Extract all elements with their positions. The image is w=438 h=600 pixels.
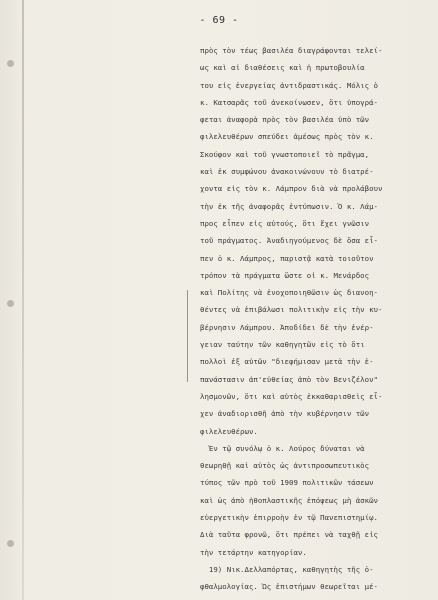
- text-line: προς εἶπεν εἰς αὐτούς, ὅτι ἔχει γνῶσιν: [200, 218, 370, 228]
- margin-marker-line: [187, 290, 188, 382]
- text-line: θεωρηθῇ καὶ αὐτὸς ὡς ἀντιπροσωπευτικὸς: [200, 461, 370, 471]
- text-line: τὴν τετάρτην κατηγορίαν.: [200, 547, 307, 557]
- text-line: τὴν ἐκ τῆς ἀναφορᾶς ἐντύπωσιν. Ὁ κ. Λάμ-: [200, 201, 378, 211]
- text-line: φθαλμολογίας. Ὡς ἐπιστήμων θεωρεῖται μέ-: [200, 582, 378, 592]
- text-line: βέρνησιν Λάμπρου. Ἀποδίδει δὲ τὴν ἐνέρ-: [200, 322, 374, 332]
- text-line: τρόπον τὰ πράγματα ὥστε οἱ κ. Μενάρδος: [200, 270, 370, 280]
- text-line: πολλοὶ ἐξ αὐτῶν "διεφήμισαν μετὰ τὴν ἐ-: [200, 357, 374, 367]
- text-line: καὶ ὡς ἀπὸ ἡθοπλαστικῆς ἐπόψεως μὴ ἀσκῶν: [200, 495, 378, 505]
- text-line: ως καὶ αἱ διαθέσεις καὶ ἡ πρωτοβουλία: [200, 63, 365, 73]
- text-line: του εἰς ἐνεργείας ἀντιδραστικάς. Μόλις ὁ: [200, 80, 378, 90]
- text-line: θέντες νὰ ἐπιβάλωσι πολιτικὴν εἰς τὴν κυ-: [200, 305, 383, 315]
- text-line: φιλελευθέρων σπεύδει ἀμέσως πρὸς τὸν κ.: [200, 132, 374, 142]
- text-line: λησμονῶν, ὅτι καὶ αὐτὸς ἐκκαθαρισθεὶς εἶ-: [200, 391, 383, 401]
- text-line: κ. Κατσαρᾶς τοῦ ἀνεκοίνωσεν, ὅτι ὑπογρά-: [200, 97, 378, 107]
- text-line: φιλελευθέρων.: [200, 426, 258, 436]
- text-line: τύπος τῶν πρὸ τοῦ 1909 πολιτικῶν τάσεων: [200, 478, 374, 488]
- text-line: Διὰ ταῦτα φρονῶ, ὅτι πρέπει νὰ ταχθῇ εἰς: [200, 530, 378, 540]
- text-line: καὶ Πολίτης νὰ ἐνοχοποιηθῶσιν ὡς διανοη-: [200, 288, 378, 298]
- page-fold-shadow: [22, 0, 24, 600]
- text-line: πεν ὁ κ. Λάμπρος, παριστᾷ κατὰ τοιοῦτον: [200, 253, 374, 263]
- text-line: Ἐν τῷ συνόλῳ ὁ κ. Λούρος δύναται νὰ: [200, 443, 365, 453]
- binding-holes: [5, 0, 17, 600]
- text-line: πανάστασιν ἀπ'εὐθείας ἀπὸ τὸν Βενιζέλον": [200, 374, 378, 384]
- text-line: 19) Νικ.Δελλαπόρτας, καθηγητὴς τῆς ὀ-: [200, 564, 374, 574]
- text-line: φεται ἀναφορὰ πρὸς τὸν βασιλέα ὑπὸ τῶν: [200, 115, 370, 125]
- typewritten-body-text: [200, 42, 430, 596]
- text-line: Σκούφον καὶ τοῦ γνωστοποιεῖ τὸ πρᾶγμα,: [200, 149, 370, 159]
- text-line: γειαν ταύτην τῶν καθηγητῶν εἰς τὸ ὅτι: [200, 340, 365, 350]
- text-line: χοντα εἰς τὸν κ. Λάμπρον διὰ νὰ προλάβουν: [200, 184, 383, 194]
- text-line: χεν ἀναδιορισθῆ ἀπὸ τὴν κυβέρνησιν τῶν: [200, 409, 370, 419]
- text-line: πρὸς τὸν τέως βασιλέα διαγράφονται τελεί-: [200, 46, 383, 55]
- text-line: τοῦ πράγματος. Ἀναδιηγούμενος δὲ ὅσα εἶ-: [200, 236, 378, 246]
- binding-hole: [7, 60, 14, 67]
- text-line: εὐεργετικὴν ἐπιρροὴν ἐν τῷ Πανεπιστημίῳ.: [200, 513, 378, 523]
- text-line: καὶ ἐκ συμφώνου ἀνακοινώνουν τὸ διατρέ-: [200, 167, 374, 177]
- binding-hole: [7, 540, 14, 547]
- page-number: - 69 -: [199, 15, 239, 26]
- binding-hole: [7, 300, 14, 307]
